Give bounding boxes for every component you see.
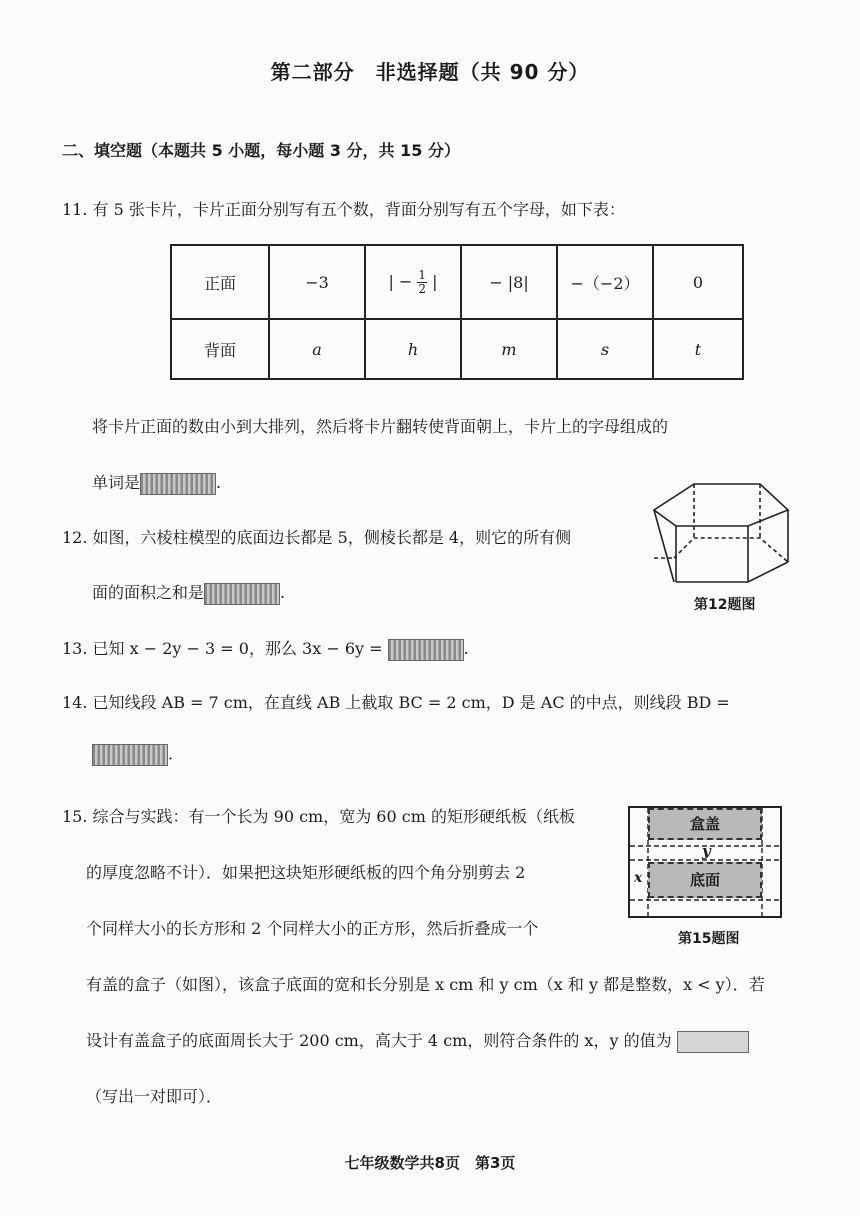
question-14-line2 (92, 744, 173, 766)
abs-close: | (432, 271, 438, 291)
page-footer: 七年级数学共8页 第3页 (344, 1154, 516, 1172)
question-number: 14. (62, 693, 88, 712)
lid-panel (648, 808, 762, 840)
table-cell: − |8| (461, 245, 557, 319)
question-15-line5 (86, 1028, 749, 1053)
answer-blank-redacted (140, 473, 216, 495)
section-title: 二、填空题（本题共 5 小题，每小题 3 分，共 15 分） (62, 141, 460, 160)
question-number: 12. (62, 528, 88, 547)
table-cell: h (365, 319, 461, 379)
question-number: 15. (62, 807, 88, 826)
part-title: 第二部分 非选择题（共 90 分） (270, 60, 590, 84)
cards-table (170, 244, 744, 380)
question-text: 已知 x − 2y − 3 = 0，那么 3x − 6y = (92, 639, 383, 658)
period: . (216, 473, 222, 492)
table-cell: a (269, 319, 365, 379)
table-cell: 0 (653, 245, 743, 319)
table-cell: t (653, 319, 743, 379)
lid-label: 盒盖 (689, 815, 720, 833)
question-15 (62, 804, 575, 827)
question-number: 13. (62, 639, 88, 658)
question-text: 综合与实践：有一个长为 90 cm，宽为 60 cm 的矩形硬纸板（纸板 (92, 807, 575, 826)
period: . (168, 744, 174, 764)
question-14 (62, 690, 730, 713)
question-text: 已知线段 AB = 7 cm，在直线 AB 上截取 BC = 2 cm，D 是 AC 的中点，则线段 BD = (92, 693, 730, 712)
table-cell: s (557, 319, 653, 379)
question-text: 如图，六棱柱模型的底面边长都是 5，侧棱长都是 4，则它的所有侧 (92, 528, 572, 547)
x-dimension-label: x (634, 870, 643, 886)
hexagonal-prism-figure (648, 478, 794, 592)
fraction-denominator: 2 (418, 281, 427, 296)
question-15-line6: （写出一对即可）． (86, 1087, 223, 1106)
y-dimension-label: y (702, 842, 711, 860)
fraction (417, 269, 427, 296)
question-12 (62, 525, 571, 548)
answer-blank-redacted (677, 1031, 749, 1053)
row-header-back: 背面 (171, 319, 269, 379)
figure-12-caption: 第12题图 (694, 597, 756, 613)
table-row (171, 245, 743, 319)
answer-blank-redacted (388, 639, 464, 661)
table-row (171, 319, 743, 379)
period: . (280, 583, 286, 602)
table-cell: m (461, 319, 557, 379)
fraction-numerator: 1 (418, 267, 427, 282)
base-panel (648, 862, 762, 898)
question-11 (62, 197, 625, 220)
table-cell-fraction (365, 245, 461, 319)
answer-blank-redacted (204, 583, 280, 605)
question-15-line2: 的厚度忽略不计）．如果把这块矩形硬纸板的四个角分别剪去 2 (86, 863, 526, 882)
base-label: 底面 (689, 871, 720, 889)
table-cell: −（−2） (557, 245, 653, 319)
question-text: 有 5 张卡片，卡片正面分别写有五个数，背面分别写有五个字母，如下表： (92, 200, 625, 219)
question-12-line2 (92, 580, 285, 605)
question-text: 设计有盖盒子的底面周长大于 200 cm，高大于 4 cm，则符合条件的 x，y 的值为 (86, 1031, 672, 1050)
question-text: 面的面积之和是 (92, 583, 205, 602)
box-net-figure (628, 806, 782, 918)
row-header-front: 正面 (171, 245, 269, 319)
figure-15-caption: 第15题图 (678, 931, 740, 947)
abs-open: | − (388, 271, 413, 291)
answer-blank-redacted (92, 744, 168, 766)
question-15-line4: 有盖的盒子（如图），该盒子底面的宽和长分别是 x cm 和 y cm（x 和 y 都是整数，x < y）．若 (86, 975, 765, 994)
period: . (463, 639, 469, 658)
question-15-line3: 个同样大小的长方形和 2 个同样大小的正方形，然后折叠成一个 (86, 919, 539, 938)
question-13 (62, 636, 469, 661)
question-text: 单词是 (92, 473, 141, 492)
question-11-line3 (92, 470, 221, 495)
question-11-line2: 将卡片正面的数由小到大排列，然后将卡片翻转使背面朝上，卡片上的字母组成的 (92, 417, 669, 436)
table-cell: −3 (269, 245, 365, 319)
question-number: 11. (62, 200, 88, 219)
